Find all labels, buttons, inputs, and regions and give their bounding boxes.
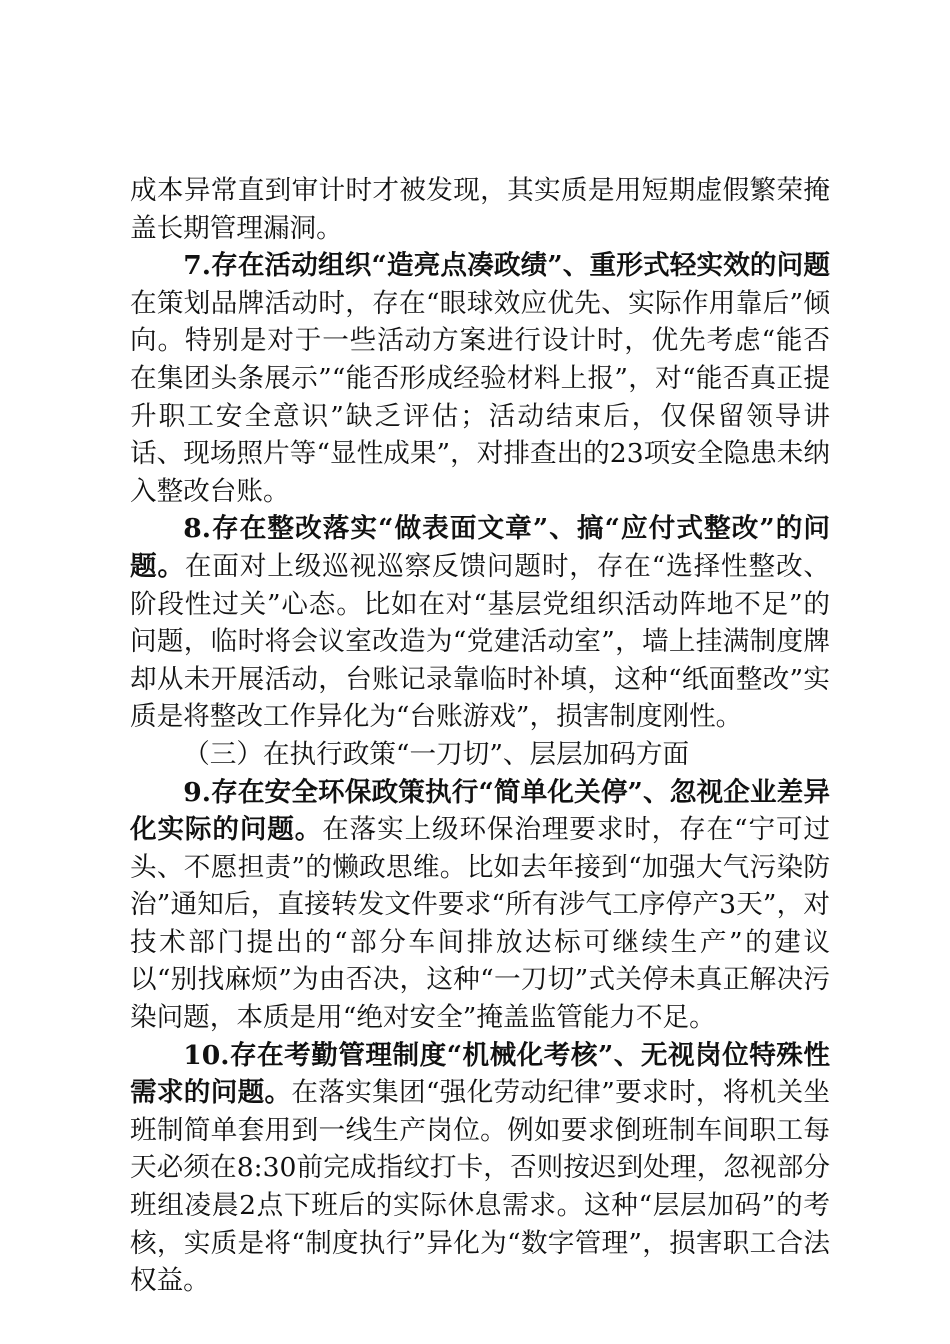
item-heading: 10.存在考勤管理制度“机械化考核”、无视岗位特殊性需求的问题。 bbox=[130, 1039, 830, 1109]
section-heading bbox=[130, 736, 830, 774]
paragraph-text: 在落实集团“强化劳动纪律”要求时，将机关坐班制简单套用到一线生产岗位。例如要求倒班制车间职工每天必须在8:30前完成指纹打卡，否则按迟到处理，忽视部分班组凌晨2点下班后的实际休息需求。这种“层层加码”的考核，实质是将“制度执行”异化为“数字管理”，损害职工合法权益。 bbox=[130, 1077, 830, 1297]
paragraph-text: 成本异常直到审计时才被发现，其实质是用短期虚假繁荣掩盖长期管理漏洞。 bbox=[130, 175, 830, 244]
paragraph-item-8 bbox=[130, 510, 830, 736]
item-heading: 8.存在整改落实“做表面文章”、搞“应付式整改”的问题。 bbox=[130, 513, 830, 582]
paragraph-item-7 bbox=[130, 247, 830, 510]
paragraph-text: 在落实上级环保治理要求时，存在“宁可过头、不愿担责”的懒政思维。比如去年接到“加强大气污染防治”通知后，直接转发文件要求“所有涉气工序停产3天”，对技术部门提出的“部分车间排放达标可继续生产”的建议以“别找麻烦”为由否决，这种“一刀切”式关停未真正解决污染问题，本质是用“绝对安全”掩盖监管能力不足。 bbox=[130, 814, 830, 1034]
item-heading: 7.存在活动组织“造亮点凑政绩”、重形式轻实效的问题 bbox=[183, 250, 830, 282]
paragraph-item-10 bbox=[130, 1037, 830, 1300]
paragraph-continuation bbox=[130, 172, 830, 247]
paragraph-item-9 bbox=[130, 774, 830, 1037]
section-heading-text: （三）在执行政策“一刀切”、层层加码方面 bbox=[183, 738, 690, 770]
item-heading: 9.存在安全环保政策执行“简单化关停”、忽视企业差异化实际的问题。 bbox=[130, 776, 830, 846]
document-page bbox=[130, 172, 830, 1300]
paragraph-text: 在策划品牌活动时，存在“眼球效应优先、实际作用靠后”倾向。特别是对于一些活动方案进行设计时，优先考虑“能否在集团头条展示”“能否形成经验材料上报”，对“能否真正提升职工安全意识”缺乏评估；活动结束后，仅保留领导讲话、现场照片等“显性成果”，对排查出的23项安全隐患未纳入整改台账。 bbox=[130, 287, 830, 507]
paragraph-text: 在面对上级巡视巡察反馈问题时，存在“选择性整改、阶段性过关”心态。比如在对“基层党组织活动阵地不足”的问题，临时将会议室改造为“党建活动室”，墙上挂满制度牌却从未开展活动，台账记录靠临时补填，这种“纸面整改”实质是将整改工作异化为“台账游戏”，损害制度刚性。 bbox=[130, 550, 830, 733]
